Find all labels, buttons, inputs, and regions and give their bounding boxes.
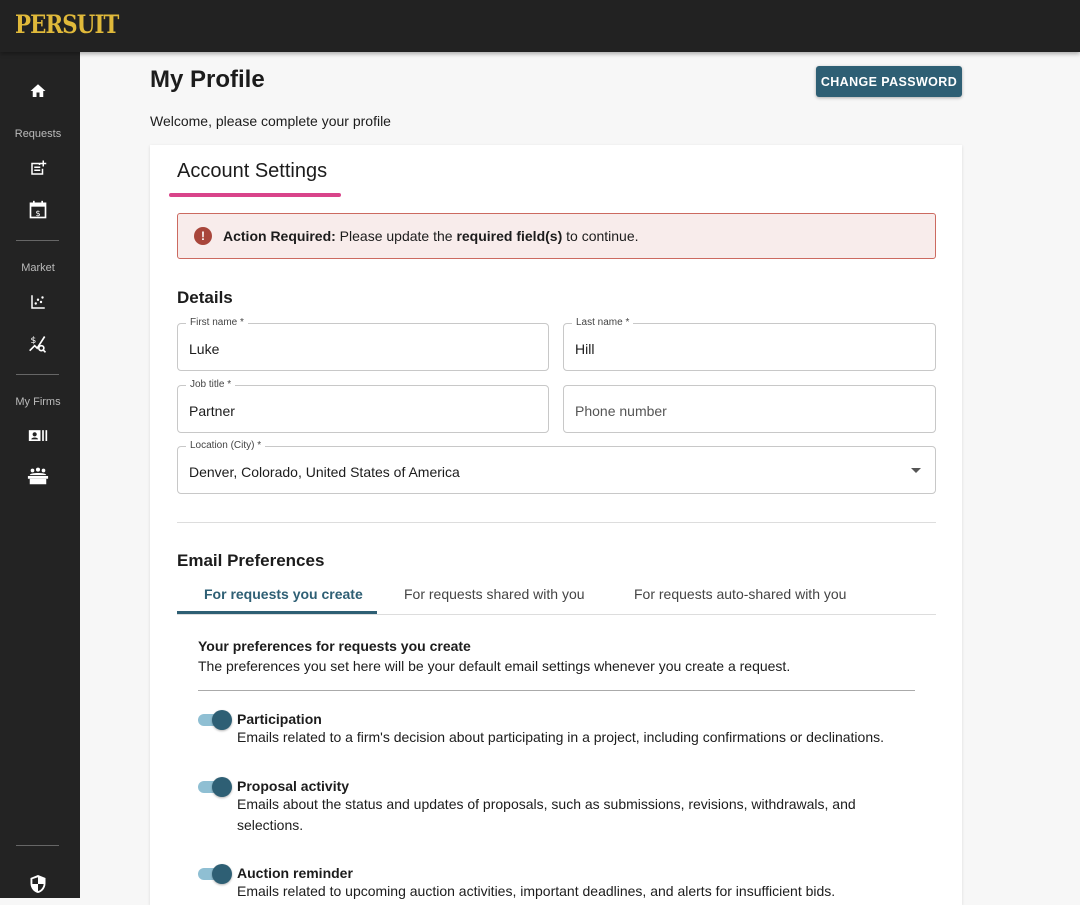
svg-text:$: $ [30,335,37,347]
first-name-label: First name * [186,317,248,328]
sidebar [0,52,80,898]
job-title-value: Partner [189,403,235,419]
phone-number-field[interactable] [563,385,936,433]
dropdown-arrow-icon[interactable] [911,468,921,473]
pref-proposal-activity [237,778,857,836]
phone-number-placeholder: Phone number [575,403,667,419]
auction-reminder-toggle[interactable] [198,864,232,884]
pref-description: Emails related to a firm's decision about participating in a project, including confirmations or declinations. [237,729,885,745]
alert-strong: Action Required: [223,228,336,244]
sidebar-divider [16,240,59,241]
change-password-button[interactable]: CHANGE PASSWORD [816,66,962,97]
home-icon[interactable] [26,79,50,103]
new-request-icon[interactable] [26,156,50,180]
account-settings-card [150,145,962,905]
last-name-field[interactable] [563,317,936,371]
first-name-value: Luke [189,341,220,357]
pref-title: Participation [237,711,322,727]
pref-title: Proposal activity [237,778,350,794]
location-label: Location (City) * [186,440,265,451]
alert-text-end: to continue. [562,228,639,244]
action-required-alert [177,213,936,259]
title-underline [169,193,341,197]
email-preferences-heading: Email Preferences [177,551,325,570]
contact-card-icon[interactable] [26,424,50,448]
section-divider [177,522,936,523]
page-title: My Profile [150,66,265,93]
location-select[interactable] [177,440,936,494]
tabs-divider [177,614,936,615]
last-name-value: Hill [575,341,595,357]
last-name-label: Last name * [572,317,633,328]
alert-text: Please update the [335,228,457,244]
account-settings-title: Account Settings [177,160,328,182]
proposal-activity-toggle[interactable] [198,777,232,797]
scatter-chart-icon[interactable] [26,290,50,314]
tab-requests-auto-shared[interactable]: For requests auto-shared with you [634,586,847,602]
pref-description: Emails related to upcoming auction activities, important deadlines, and alerts for insufficient bids. [237,883,836,899]
sidebar-section-my-firms: My Firms [15,396,61,408]
svg-text:$: $ [35,207,41,218]
alert-bold: required field(s) [456,228,563,244]
details-heading: Details [177,288,233,307]
price-search-icon[interactable] [26,332,50,356]
tab-requests-you-create[interactable]: For requests you create [204,586,363,602]
job-title-label: Job title * [186,379,235,390]
tab-requests-shared-with-you[interactable]: For requests shared with you [404,586,585,602]
sidebar-divider [16,845,59,846]
error-icon: ! [194,227,212,245]
sidebar-divider [16,374,59,375]
section-divider [198,690,915,691]
first-name-field[interactable] [177,317,549,371]
active-tab-indicator [177,611,377,614]
sidebar-section-market: Market [21,262,55,274]
sidebar-section-requests: Requests [14,128,62,140]
pref-participation [237,711,897,748]
persuit-logo[interactable]: PERSUIT [15,10,119,39]
top-bar [0,0,1080,52]
calendar-dollar-icon[interactable] [26,198,50,222]
pref-title: Auction reminder [237,865,353,881]
shield-icon[interactable] [26,872,50,896]
section-description: The preferences you set here will be your default email settings whenever you create a request. [198,658,791,674]
participation-toggle[interactable] [198,710,232,730]
section-title: Your preferences for requests you create [198,638,471,654]
pref-auction-reminder [237,865,897,902]
welcome-text: Welcome, please complete your profile [150,113,391,129]
pref-description: Emails about the status and updates of proposals, such as submissions, revisions, withdrawals, and selections. [237,796,856,833]
job-title-field[interactable] [177,379,549,433]
group-icon[interactable] [26,464,50,488]
location-value: Denver, Colorado, United States of America [189,464,460,480]
